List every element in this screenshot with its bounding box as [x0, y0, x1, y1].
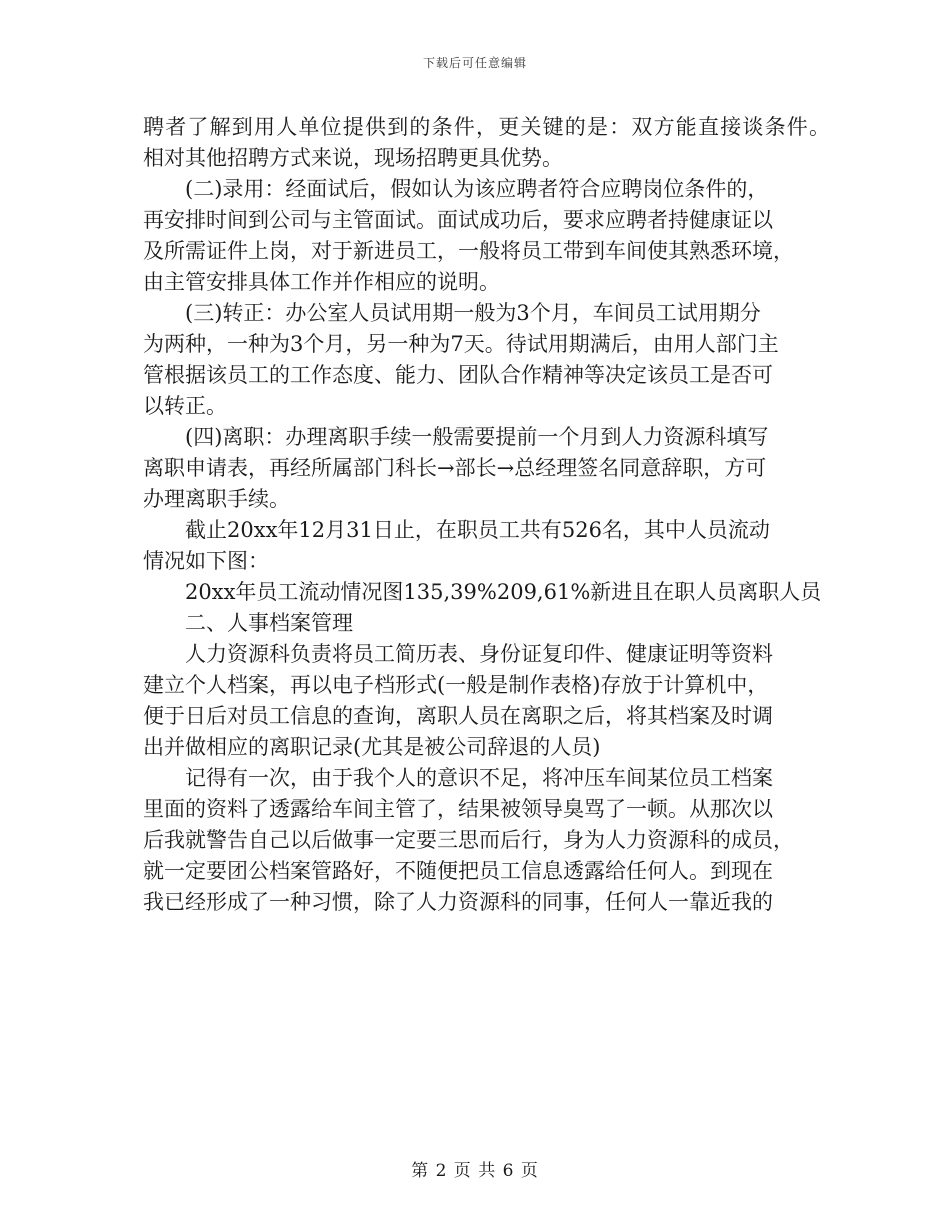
paragraph-start-line: 人力资源科负责将员工简历表、身份证复印件、健康证明等资料 — [185, 642, 773, 666]
body-line: 情况如下图： — [143, 549, 269, 573]
page-header: 下载后可任意编辑 — [422, 56, 527, 70]
body-line: 为两种，一种为3个月，另一种为7天。待试用期满后，由用人部门主 — [143, 332, 779, 356]
body-line: 聘者了解到用人单位提供到的条件，更关键的是：双方能直接谈条件。 — [143, 115, 832, 139]
chart-caption-line: 20xx年员工流动情况图135,39%209,61%新进且在职人员离职人员 — [185, 580, 822, 604]
section-heading: 二、人事档案管理 — [185, 611, 353, 635]
paragraph-start-line: 截止20xx年12月31日止，在职员工共有526名，其中人员流动 — [185, 518, 770, 542]
body-line: 由主管安排具体工作并作相应的说明。 — [143, 270, 500, 294]
body-line: 再安排时间到公司与主管面试。面试成功后，要求应聘者持健康证以 — [143, 208, 773, 232]
paragraph-start-line: (三)转正：办公室人员试用期一般为3个月，车间员工试用期分 — [185, 301, 761, 325]
page-footer: 第 2 页 共 6 页 — [411, 1161, 539, 1181]
body-line: 离职申请表，再经所属部门科长→部长→总经理签名同意辞职，方可 — [143, 456, 767, 480]
body-line: 建立个人档案，再以电子档形式(一般是制作表格)存放于计算机中， — [143, 673, 769, 697]
body-line: 相对其他招聘方式来说，现场招聘更具优势。 — [143, 146, 563, 170]
document-body — [143, 112, 832, 918]
body-line: 后我就警告自己以后做事一定要三思而后行，身为人力资源科的成员， — [143, 828, 794, 852]
body-line: 办理离职手续。 — [143, 487, 290, 511]
body-line: 管根据该员工的工作态度、能力、团队合作精神等决定该员工是否可 — [143, 363, 773, 387]
paragraph-start-line: 记得有一次，由于我个人的意识不足，将冲压车间某位员工档案 — [185, 766, 773, 790]
body-line: 以转正。 — [143, 394, 227, 418]
body-line: 及所需证件上岗，对于新进员工，一般将员工带到车间使其熟悉环境， — [143, 239, 794, 263]
body-line: 出并做相应的离职记录(尤其是被公司辞退的人员) — [143, 735, 601, 759]
body-line: 就一定要团公档案管路好，不随便把员工信息透露给任何人。到现在 — [143, 859, 773, 883]
paragraph-start-line: (四)离职：办理离职手续一般需要提前一个月到人力资源科填写 — [185, 425, 769, 449]
body-line: 便于日后对员工信息的查询，离职人员在离职之后，将其档案及时调 — [143, 704, 773, 728]
body-line: 里面的资料了透露给车间主管了，结果被领导臭骂了一顿。从那次以 — [143, 797, 773, 821]
body-line: 我已经形成了一种习惯，除了人力资源科的同事，任何人一靠近我的 — [143, 890, 773, 914]
paragraph-start-line: (二)录用：经面试后，假如认为该应聘者符合应聘岗位条件的， — [185, 177, 769, 201]
